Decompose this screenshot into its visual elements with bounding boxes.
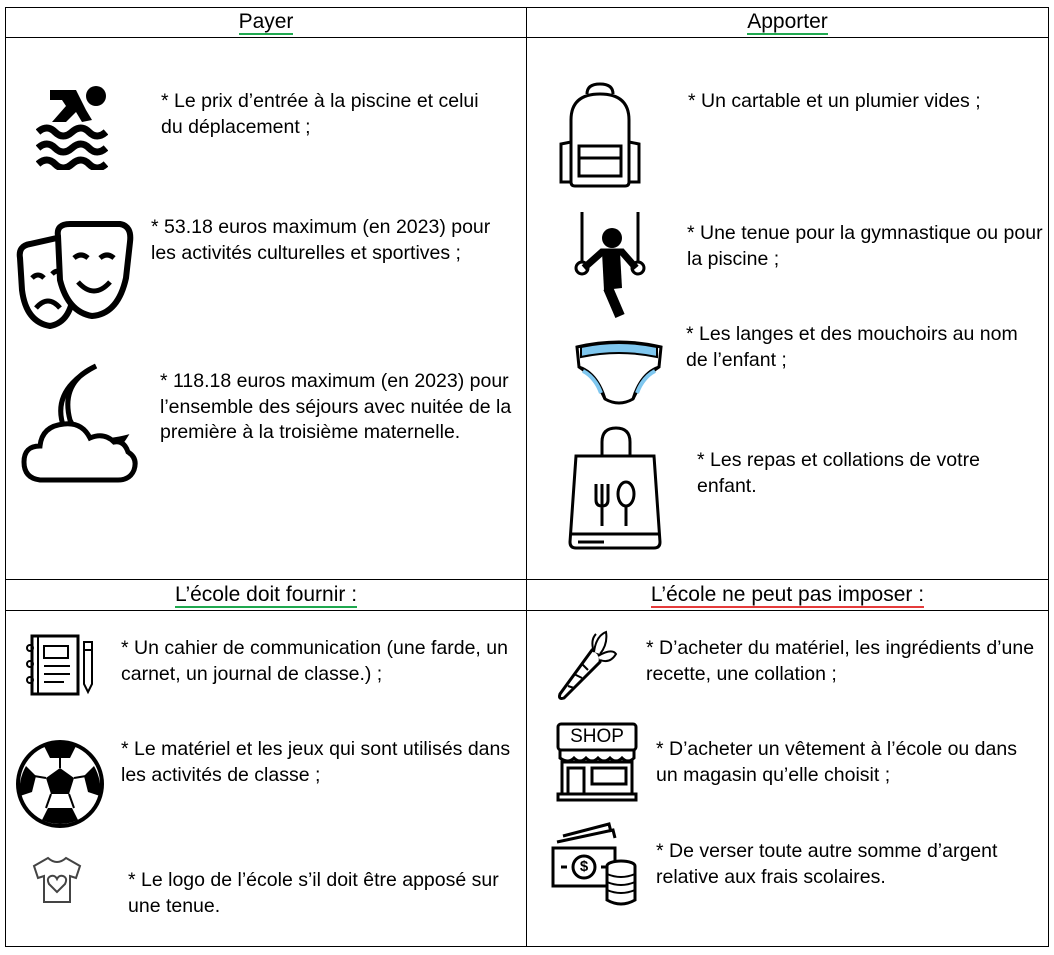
header-ecole-fournir: L’école doit fournir : — [174, 583, 358, 606]
payer-item-piscine: * Le prix d’entrée à la piscine et celui du déplacement ; — [161, 90, 479, 138]
header-divider-bottom — [5, 610, 1049, 611]
diaper-icon — [573, 337, 665, 409]
header-divider-top — [5, 37, 1049, 38]
swimmer-icon — [36, 82, 108, 170]
header-payer: Payer — [238, 10, 294, 33]
header-apporter: Apporter — [747, 10, 828, 33]
moon-cloud-icon — [20, 362, 144, 484]
carrot-icon — [554, 630, 618, 702]
apporter-item-cartable: * Un cartable et un plumier vides ; — [688, 90, 981, 112]
notebook-icon — [24, 634, 98, 698]
fournir-item-logo: * Le logo de l’école s’il doit être apposé sur une tenue. — [128, 869, 499, 917]
column-divider — [526, 7, 527, 947]
imposer-item-verser-somme: * De verser toute autre somme d’argent relative aux frais scolaires. — [656, 840, 998, 888]
backpack-icon — [557, 82, 643, 188]
apporter-item-repas: * Les repas et collations de votre enfant. — [697, 449, 980, 497]
money-coins-icon — [549, 822, 639, 908]
soccer-ball-icon — [14, 738, 106, 830]
shop-sign-text: SHOP — [570, 726, 624, 747]
dollar-sign-text: $ — [579, 858, 589, 875]
apporter-item-tenue: * Une tenue pour la gymnastique ou pour la piscine ; — [687, 222, 1043, 270]
payer-item-activites: * 53.18 euros maximum (en 2023) pour les activités culturelles et sportives ; — [151, 216, 491, 264]
fournir-item-cahier: * Un cahier de communication (une farde, un carnet, un journal de classe.) ; — [121, 637, 508, 685]
imposer-item-acheter-vetement: * D’acheter un vêtement à l’école ou dans un magasin qu’elle choisit ; — [656, 738, 1017, 786]
apporter-item-langes: * Les langes et des mouchoirs au nom de l’enfant ; — [686, 323, 1018, 371]
food-bag-icon — [566, 426, 664, 552]
theater-masks-icon — [14, 218, 136, 332]
shop-icon — [556, 722, 638, 802]
payer-item-sejours: * 118.18 euros maximum (en 2023) pour l’ensemble des séjours avec nuitée de la première à la troisième maternelle. — [160, 370, 512, 443]
header-ecole-imposer: L’école ne peut pas imposer : — [650, 583, 925, 606]
tshirt-heart-icon — [30, 856, 84, 906]
imposer-item-acheter-materiel: * D’acheter du matériel, les ingrédients d’une recette, une collation ; — [646, 637, 1035, 685]
gymnast-rings-icon — [572, 212, 648, 324]
fournir-item-materiel: * Le matériel et les jeux qui sont utilisés dans les activités de classe ; — [121, 738, 511, 786]
